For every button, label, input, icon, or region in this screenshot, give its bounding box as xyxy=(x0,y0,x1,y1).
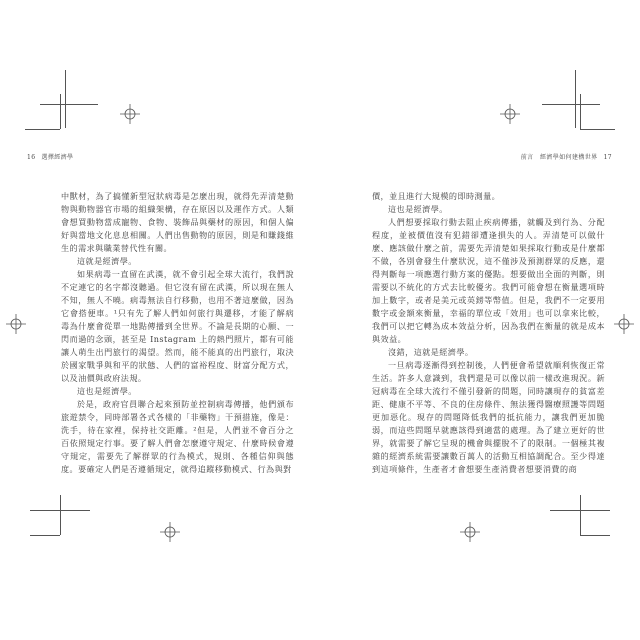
page-number: 16 xyxy=(27,154,36,161)
paragraph: 人們想要採取行動去阻止疾病傳播，就觸及到行為、分配程度，並被價值沒有犯錯卻遭逢損失的人。弄清楚可以做什麼、應該做什麼之前，需要先弄清楚如果採取行動或是什麼都不做，各別會發生什麼狀況，這不僅涉及預測群眾的反應，還得判斷每一項應選行動方案的優點。想要做出全面的判斷，則需要以不統化的方式去比較優劣。我們可能會想在衡量選項時加上數字，或者是美元或英鎊等幣值。但是，我們不一定要用數字或金額來衡量，幸福的單位或「效用」也可以拿來比較，我們可以把它轉為成本效益分析，因為我們在衡量的就是成本與效益。 xyxy=(372,217,605,344)
body-text-right xyxy=(372,190,605,476)
crop-mark xyxy=(542,104,600,105)
paragraph: 這就是經濟學。 xyxy=(77,256,137,266)
paragraph: 價，並且進行大規模的即時測量。 xyxy=(372,191,501,201)
running-header-left xyxy=(27,152,73,161)
chapter-title: 前言 經濟學如何建構世界 xyxy=(520,154,598,161)
crop-mark xyxy=(30,535,60,536)
paragraph: 這也是經濟學。 xyxy=(77,386,137,396)
paragraph: 如果病毒一直留在武漢，就不會引起全球大流行，我們說不定連它的名字都沒聽過。但它沒有留在武漢，所以現在無人不知，無人不曉。病毒無法自行移動，也用不著這麼做，因為它會搭便車。¹只有先了解人們如何旅行與遷移，才能了解病毒為什麼會從單一地點傳播到全世界。不論是長期的心願、一閃而過的念頭，甚至是 Instagram 上的熱門照片，都有可能讓人萌生出門旅行的渴望。然而，能不能真的出門旅行，取決於國家戰爭與和平的狀態、人們的富裕程度、財富分配方式，以及油價與政府法規。 xyxy=(61,269,294,383)
crop-mark xyxy=(580,94,581,129)
crop-mark xyxy=(65,70,66,128)
registration-mark-icon xyxy=(120,104,140,124)
registration-mark-icon xyxy=(160,522,180,542)
crop-mark xyxy=(580,535,610,536)
registration-mark-icon xyxy=(614,314,634,334)
body-text-left xyxy=(61,190,294,476)
paragraph: 於是，政府官員聯合起來預防並控制病毒傳播，他們頒布旅遊禁令，同時部署各式各樣的「非藥物」干預措施，像是：洗手，待在家裡，保持社交距離。²但是，人們並不會百分之百依照規定行事。要了解人們會怎麼遵守規定、什麼時候會遵守規定，需要先了解群眾的行為模式，規則、各種信仰與態度。要確定人們是否遵循規定，就得追蹤移動模式、行為與對 xyxy=(61,399,294,474)
paragraph: 這也是經濟學。 xyxy=(388,204,448,214)
paragraph: 中獸材，為了搞懂新型冠狀病毒是怎麼出現，就得先弄清楚動物與動物器官市場的組織架構，存在原因以及運作方式。人類會想買動物當成寵物、食物、裝飾品與藥材的原因，和個人偏好與當地文化息息相關。人們出售動物的原因，則是和賺錢維生的需求與職業替代性有關。 xyxy=(61,191,294,253)
crop-mark xyxy=(575,70,576,128)
registration-mark-icon xyxy=(500,104,520,124)
running-header-right xyxy=(521,152,612,161)
paragraph: 一旦病毒逐漸得到控制後，人們便會希望就順利恢復正常生活。許多人意識到，我們還是可以像以前一樣改進現況。新冠病毒在全球大流行不僅引發新的問題，同時讓現存的貧富差距、健康不平等、不良的住房條件、無法獲得醫療照護等問題更加惡化。現存的問題降低我們的抵抗能力，讓我們更加脆弱，而這些問題早就應該得到適當的處理。為了建立更好的世界，就需要了解它呈現的機會與擺脫不了的限制。一個極其複雜的經濟系統需要讓數百萬人的活動互相協調配合。至少得達到這項條件，生產者才會想要生產消費者想要消費的商 xyxy=(372,360,605,474)
crop-mark xyxy=(60,94,61,129)
crop-mark xyxy=(40,104,98,105)
book-title: 選擇經濟學 xyxy=(41,154,74,161)
registration-mark-icon xyxy=(460,522,480,542)
page-number: 17 xyxy=(603,154,612,161)
crop-mark xyxy=(580,495,581,535)
registration-mark-icon xyxy=(6,314,26,334)
paragraph: 沒錯，這就是經濟學。 xyxy=(388,347,474,357)
crop-mark xyxy=(60,495,61,535)
crop-mark xyxy=(580,129,615,130)
right-page xyxy=(320,0,640,640)
crop-mark xyxy=(25,129,60,130)
